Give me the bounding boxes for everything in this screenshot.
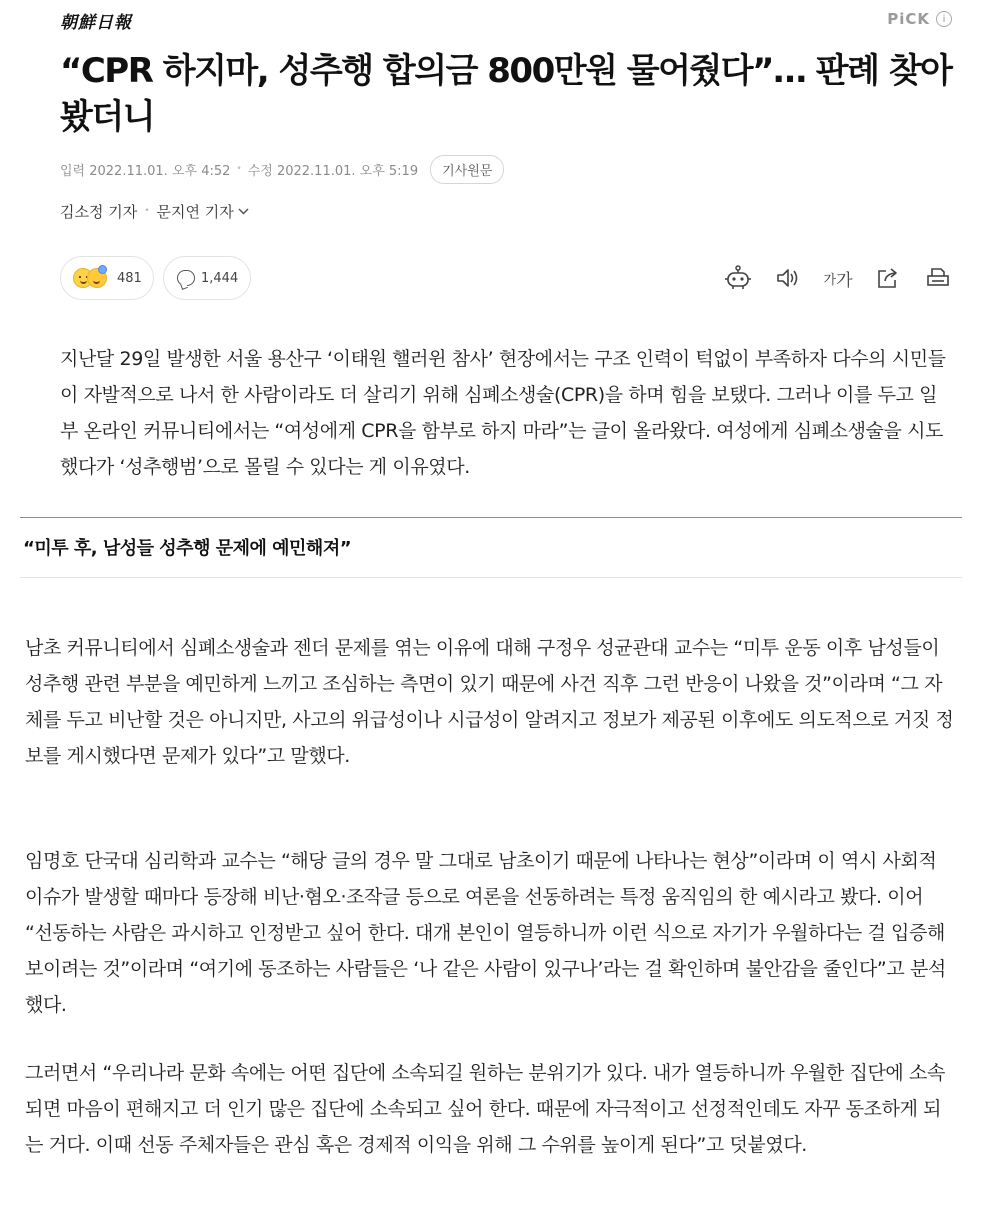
top-bar [60,8,952,32]
pick-badge[interactable] [887,10,952,28]
pick-label: PiCK [887,10,930,28]
article-subheading: “미투 후, 남성들 성추행 문제에 예민해져” [23,538,352,559]
article-paragraph: 남초 커뮤니티에서 심폐소생술과 젠더 문제를 엮는 이유에 대해 구정우 성균관대 교수는 “미투 운동 이후 남성들이 성추행 관련 부분을 예민하게 느끼고 조심하는 측면이 있기 때문에 사건 직후 그런 반응이 나왔을 것”이라며 “그 자체를 두고 비난할 것은 아니지만, 사고의 위급성이나 시급성이 알려지고 정보가 제공된 이후에도 의도적으로 거짓 정보를 게시했다면 문제가 있다”고 말했다. [25,637,954,767]
section-divider [20,517,962,518]
reaction-button[interactable] [60,256,154,300]
article-paragraph: 임명호 단국대 심리학과 교수는 “해당 글의 경우 말 그대로 남초이기 때문에 나타나는 현상”이라며 이 역시 사회적 이슈가 발생할 때마다 등장해 비난·혐오·조작글 등으로 여론을 선동하려는 특정 움직임의 한 예시라고 봤다. 이어 “선동하는 사람은 과시하고 인정받고 싶어 한다. 대개 본인이 열등하니까 이런 식으로 자기가 우월하다는 걸 입증해 보이려는 것”이라며 “여기에 동조하는 사람들은 ‘나 같은 사람이 있구나’라는 걸 확인하며 불안감을 줄인다”고 분석했다. [25,850,946,1016]
info-icon[interactable]: i [936,11,952,27]
modified-date: 수정 2022.11.01. 오후 5:19 [247,163,419,179]
print-icon[interactable] [924,264,952,292]
date-separator: • [236,164,242,174]
article-headline: “CPR 하지마, 성추행 합의금 800만원 물어줬다”… 판례 찾아봤더니 [60,51,952,137]
share-icon[interactable] [874,264,902,292]
reaction-emoji-icon [73,265,117,291]
reporter-name[interactable]: 문지연 기자 [156,202,234,221]
article-dates [60,155,504,183]
section-divider [20,577,962,578]
article-tools [702,264,952,292]
font-size-small: 가 [823,272,837,288]
comment-bubble-icon [177,270,195,286]
article-paragraph: 그러면서 “우리나라 문화 속에는 어떤 집단에 소속되길 원하는 분위기가 있다. 내가 열등하니까 우월한 집단에 소속되면 마음이 편해지고 더 인기 많은 집단에 소속되고 싶어 한다. 때문에 자극적이고 선정적인데도 자꾸 동조하게 되는 거다. 이때 선동 주체자들은 관심 혹은 경제적 이익을 위해 그 수위를 높이게 된다”고 덧붙였다. [25,1062,945,1156]
comment-count: 1,444 [201,270,239,286]
chevron-down-icon[interactable] [238,205,249,218]
reporter-list [60,200,249,222]
comment-button[interactable] [163,256,251,300]
reaction-count: 481 [117,270,142,286]
article-action-bar [60,256,952,302]
speaker-icon[interactable] [774,264,802,292]
article-lead: 지난달 29일 발생한 서울 용산구 ‘이태원 핼러윈 참사’ 현장에서는 구조 인력이 턱없이 부족하자 다수의 시민들이 자발적으로 나서 한 사람이라도 더 살리기 위해 심폐소생술(CPR)을 하며 힘을 보탰다. 그러나 이를 두고 일부 온라인 커뮤니티에서는 “여성에게 CPR을 함부로 하지 마라”는 글이 올라왔다. 여성에게 심폐소생술을 시도했다가 ‘성추행범’으로 몰릴 수 있다는 게 이유였다. [60,348,946,478]
font-size-icon[interactable] [824,264,852,292]
input-date: 입력 2022.11.01. 오후 4:52 [60,163,231,179]
press-logo[interactable]: 朝鮮日報 [60,13,132,33]
font-size-large: 가 [836,270,853,291]
original-article-button[interactable]: 기사원문 [430,155,504,184]
reporter-separator: • [144,206,150,216]
reporter-name[interactable]: 김소정 기자 [60,202,138,221]
robot-summary-icon[interactable] [724,264,752,292]
